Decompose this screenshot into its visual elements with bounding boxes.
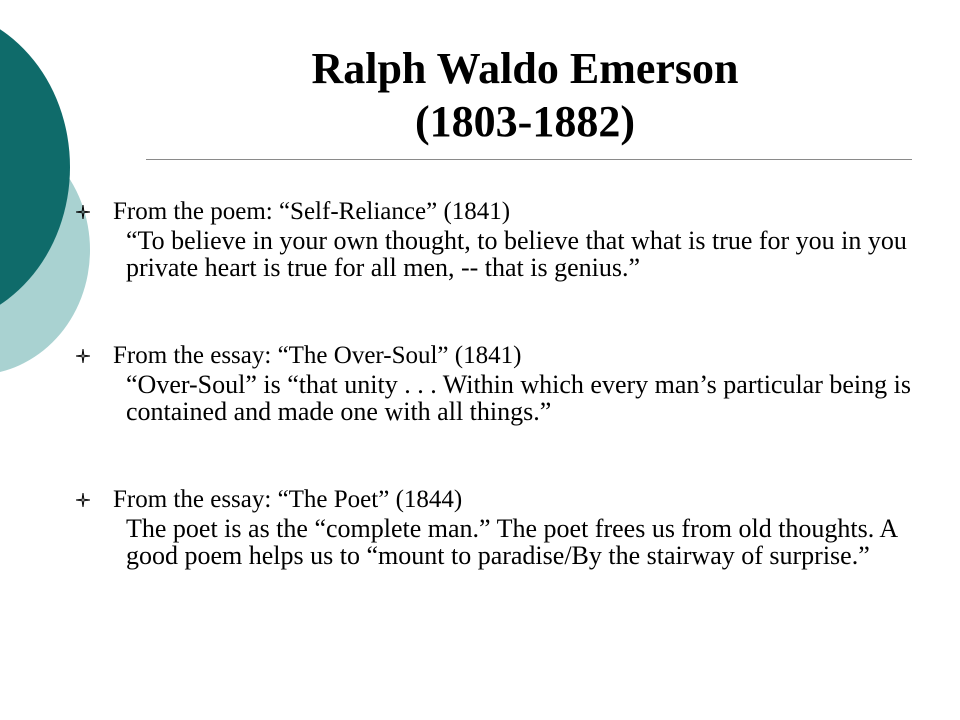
item-source: From the essay: “The Over-Soul” (1841) (113, 342, 522, 369)
title-line-dates: (1803-1882) (415, 97, 635, 146)
title-line-name: Ralph Waldo Emerson (311, 44, 739, 93)
list-item (76, 197, 938, 281)
slide-title (150, 42, 900, 148)
item-quote: “Over-Soul” is “that unity . . . Within which every man’s particular being is contained and made one with all things.” (126, 370, 911, 426)
quad-diamond-bullet-icon (76, 349, 90, 363)
item-source: From the essay: “The Poet” (1844) (113, 486, 463, 513)
item-quote: The poet is as the “complete man.” The poet frees us from old thoughts. A good poem helps us to “mount to paradise/By the stairway of surprise.” (126, 514, 897, 570)
list-item (76, 341, 938, 425)
quad-diamond-bullet-icon (76, 205, 90, 219)
title-divider (146, 159, 912, 160)
list-item (76, 485, 938, 569)
quad-diamond-bullet-icon (76, 493, 90, 507)
item-quote: “To believe in your own thought, to believe that what is true for you in you private heart is true for all men, -- that is genius.” (126, 226, 907, 282)
item-source: From the poem: “Self-Reliance” (1841) (113, 198, 511, 225)
